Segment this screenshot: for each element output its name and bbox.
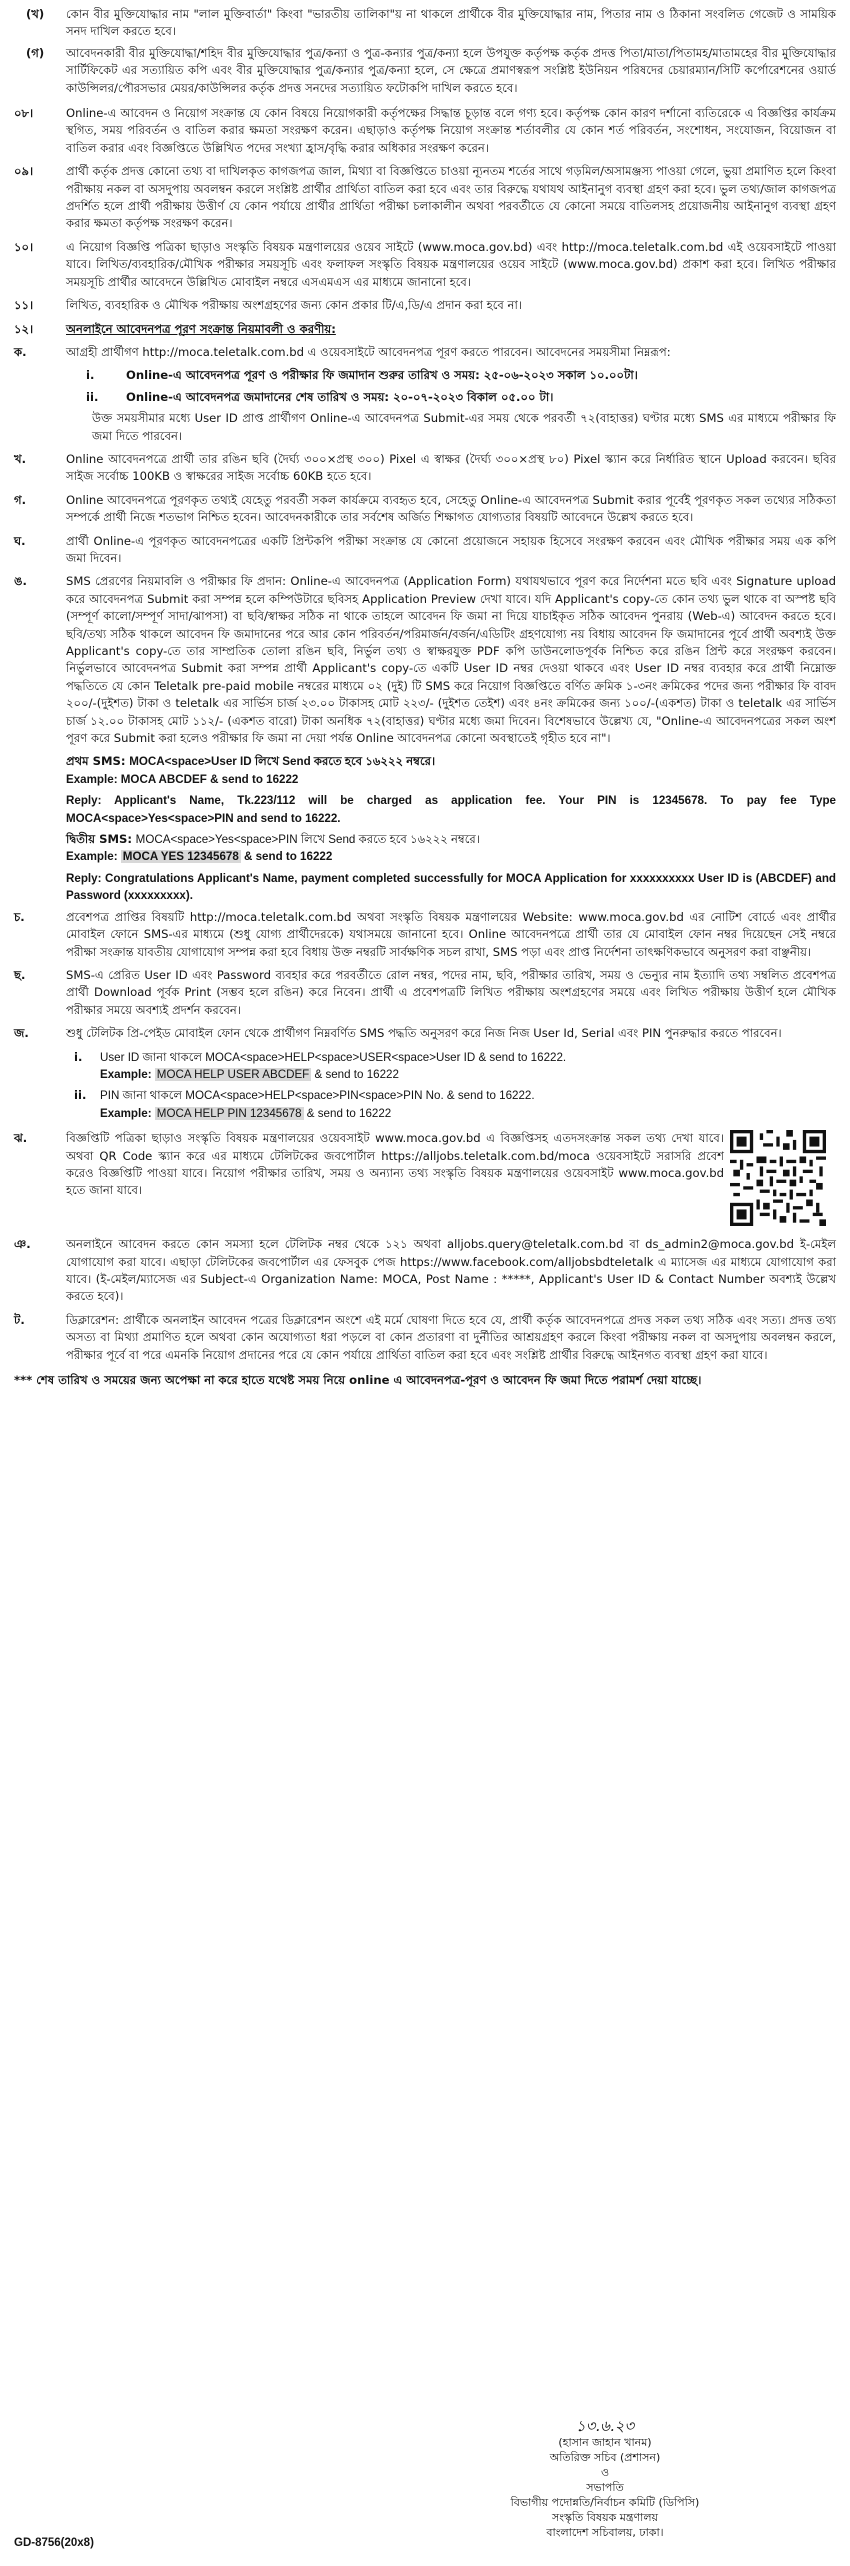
clause-label: খ. [14, 451, 27, 466]
clause-label: ১০। [14, 239, 34, 254]
first-sms-title: প্রথম SMS: [66, 754, 126, 769]
clause-10 [14, 239, 836, 291]
clause-label: ঞ. [14, 1237, 31, 1252]
signature-block [0, 2418, 850, 2540]
clause-text: অনলাইনে আবেদন করতে কোন সমস্যা হলে টেলিটক নম্বর থেকে ১২১ অথবা alljobs.query@teletalk.com.bd বা ds_admin2@moca.gov.bd ই-মেইল যোগাযোগ করা যাবে। এছাড়া টেলিটকের জবপোর্টাল এর ফেসবুক পেজ https://www.facebook.com/alljobsbdteletalk এ ম্যাসেজ এর মাধ্যমে যোগাযোগ করা যাবে। (ই-মেইল/ম্যাসেজ এর Subject-এ Organization Name: MOCA, Post Name : *****, Applicant's User ID & Contact Number অবশ্যই উল্লেখ করতে হবে)। [66, 1237, 836, 1304]
clause-kha-top [14, 6, 836, 41]
example-prefix: Example: [66, 850, 121, 864]
clause-gha [14, 533, 836, 568]
clause-text: SMS-এ প্রেরিত User ID এবং Password ব্যবহার করে পরবর্তীতে রোল নম্বর, পদের নাম, ছবি, পরীক্ষার তারিখ, সময় ও ভেন্যুর নাম ইত্যাদি তথ্য সম্বলিত প্রবেশপত্র প্রার্থী Download পূর্বক Print (সম্ভব হলে রঙিন) করে নিবেন। প্রার্থী এ প্রবেশপত্রটি লিখিত পরীক্ষায় অংশগ্রহণের সময়ে এবং লিখিত পরীক্ষায় উত্তীর্ণ হলে মৌখিক পরীক্ষার সময়ে অবশ্যই প্রদর্শন করবেন। [66, 967, 836, 1017]
clause-umo [14, 573, 836, 747]
first-sms-line: MOCA<space>User ID লিখে Send করতে হবে ১৬২২২ নম্বরে। [129, 755, 436, 769]
clause-text: শুধু টেলিটক প্রি-পেইড মোবাইল ফোন থেকে প্রার্থীগণ নিম্নবর্ণিত SMS পদ্ধতি অনুসরণ করে নিজ নিজ User Id, Serial এবং PIN পুনরুদ্ধার করতে পারবেন। [66, 1026, 782, 1041]
clause-nya [14, 1236, 836, 1306]
clause-label: ii. [74, 1088, 87, 1103]
example-code: MOCA HELP USER ABCDEF [156, 1067, 310, 1081]
example-code: MOCA YES 12345678 [122, 850, 239, 864]
clause-ga-top [14, 45, 836, 97]
clause-label: i. [74, 1049, 83, 1064]
second-sms-title: দ্বিতীয় SMS: [66, 832, 132, 847]
clause-text: বিজ্ঞপ্তিটি পত্রিকা ছাড়াও সংস্কৃতি বিষয়ক মন্ত্রণালয়ের ওয়েবসাইট www.moca.gov.bd এ বিজ্ঞপ্তিসহ এতদসংক্রান্ত সকল তথ্য দেখা যাবে। অথবা QR Code স্ক্যান করে এর মাধ্যমে টেলিটকের জবপোর্টাল https://alljobs.teletalk.com.bd/moca ওয়েবসাইটে সরাসরি প্রবেশ করেও বিজ্ঞপ্তিটি পাওয়া যাবে। নিয়োগ পরীক্ষার তারিখ, সময় ও অন্যান্য তথ্য সংস্কৃতি বিষয়ক মন্ত্রণালয়ের ওয়েবসাইট www.moca.gov.bd হতে জানা যাবে। [66, 1131, 724, 1198]
clause-08 [14, 105, 836, 157]
clause-label: গ. [14, 492, 27, 507]
clause-label: i. [86, 368, 95, 383]
clause-jha [14, 1130, 836, 1230]
clause-label: (খ) [26, 7, 45, 21]
signatory-place: বাংলাদেশ সচিবালয়, ঢাকা। [546, 2526, 664, 2540]
clause-ja-ii [14, 1087, 836, 1122]
second-sms-reply: Reply: Congratulations Applicant's Name, payment completed successfully for MOCA Application for xxxxxxxxxx User ID is (ABCDEF) and Password (xxxxxxxxx). [66, 871, 836, 903]
clause-label: ১১। [14, 298, 34, 313]
example-prefix: Example: [100, 1106, 155, 1120]
clause-label: ii. [86, 389, 99, 404]
second-sms-example [66, 848, 836, 865]
clause-cha [14, 909, 836, 961]
clause-label: ক. [14, 344, 27, 359]
clause-text: আবেদনকারী বীর মুক্তিযোদ্ধা/শহিদ বীর মুক্তিযোদ্ধার পুত্র/কন্যা ও পুত্র-কন্যার পুত্র/কন্যা হলে উপযুক্ত কর্তৃপক্ষ কর্তৃক প্রদত্ত পিতা/মাতা/পিতামহ/মাতামহের বীর মুক্তিযোদ্ধার সার্টিফিকেট এর সত্যায়িত কপি এবং বীর মুক্তিযোদ্ধার পুত্র/কন্যার পুত্র/কন্যা হলে, সে ক্ষেত্রে প্রমাণস্বরূপ সংশ্লিষ্ট ইউনিয়ন পরিষদের চেয়ারম্যান/সিটি কর্পোরেশনের ওয়ার্ড কাউন্সিলর/পৌরসভার মেয়র/কাউন্সিলর কর্তৃক প্রদত্ত সনদের সত্যায়িত ফটোকপি দাখিল করতে হবে। [66, 45, 836, 95]
clause-text: প্রার্থী Online-এ পূরণকৃত আবেদনপত্রের একটি প্রিন্টকপি পরীক্ষা সংক্রান্ত যে কোনো প্রয়োজনে সহায়ক হিসেবে সংরক্ষণ করবেন এবং মৌখিক পরীক্ষার সময় এক কপি জমা দিবেন। [66, 533, 836, 565]
clause-text: এ নিয়োগ বিজ্ঞপ্তি পত্রিকা ছাড়াও সংস্কৃতি বিষয়ক মন্ত্রণালয়ের ওয়েব সাইটে (www.moca.gov.bd) এবং http://moca.teletalk.com.bd এই ওয়েবসাইটে পাওয়া যাবে। লিখিত/ব্যবহারিক/মৌখিক পরীক্ষার সময়সূচি এবং ফলাফল সংস্কৃতি বিষয়ক মন্ত্রণালয়ের ওয়েব সাইটে (www.moca.gov.bd) প্রকাশ করা হবে। লিখিত পরীক্ষার সময়সূচি প্রার্থীর আবেদনে উল্লিখিত মোবাইল নম্বরে এসএমএস এর মাধ্যমে জানানো হবে। [66, 239, 836, 289]
clause-ka-ii [14, 389, 836, 406]
clause-12 [14, 321, 836, 338]
example-suffix: & send to 16222 [240, 850, 333, 864]
clause-text: Online আবেদনপত্রে পূরণকৃত তথ্যই যেহেতু পরবর্তী সকল কার্যক্রমে ব্যবহৃত হবে, সেহেতু Online-এ আবেদনপত্র Submit করার পূর্বেই পূরণকৃত সকল তথ্যের সঠিকতা সম্পর্কে প্রার্থী নিজে শতভাগ নিশ্চিত হবেন। আবেদনকারীকে তার সর্বশেষ অর্জিত শিক্ষাগত যোগ্যতার বিষয়টি আবেদনে উল্লেখ করতে হবে। [66, 492, 836, 525]
signatory-ministry: সংস্কৃতি বিষয়ক মন্ত্রণালয় [551, 2511, 659, 2525]
clause-ja [14, 1025, 836, 1042]
end-date-text: Online-এ আবেদনপত্র জমাদানের শেষ তারিখ ও সময়: ২০-০৭-২০২৩ বিকাল ০৫.০০ টা। [126, 389, 554, 404]
clause-09 [14, 163, 836, 233]
recover-userid-text: User ID জানা থাকলে MOCA<space>HELP<space>USER<space>User ID & send to 16222. [100, 1050, 567, 1064]
final-advice [14, 1372, 836, 1389]
clause-ka [14, 344, 836, 361]
signatory-and: ও [600, 2466, 610, 2480]
clause-text: Online আবেদনপত্রে প্রার্থী তার রঙিন ছবি (দৈর্ঘ্য ৩০০×প্রস্থ ৩০০) Pixel এ স্বাক্ষর (দৈর্ঘ্য ৩০০×প্রস্থ ৮০) Pixel স্ক্যান করে নির্ধারিত স্থানে Upload করবেন। ছবির সাইজ সর্বোচ্চ 100KB ও স্বাক্ষরের সাইজ সর্বোচ্চ 60KB হতে হবে। [66, 451, 836, 484]
clause-ga [14, 492, 836, 527]
clause-chha [14, 967, 836, 1019]
recover-pin-example [100, 1105, 836, 1122]
example-suffix: & send to 16222 [311, 1067, 399, 1081]
clause-ka-note [14, 410, 836, 445]
clause-label: জ. [14, 1026, 29, 1041]
clause-label: (গ) [26, 45, 45, 60]
recover-pin-text: PIN জানা থাকলে MOCA<space>HELP<space>PIN<space>PIN No. & send to 16222. [100, 1089, 535, 1103]
example-prefix: Example: [100, 1067, 155, 1081]
clause-text: প্রার্থী কর্তৃক প্রদত্ত কোনো তথ্য বা দাখিলকৃত কাগজপত্র জাল, মিথ্যা বা বিজ্ঞপ্তিতে চাওয়া ন্যূনতম শর্তের সাথে গড়মিল/অসামঞ্জস্য পাওয়া গেলে, ভুয়া প্রমাণিত হলে কিংবা পরীক্ষায় নকল বা অসদুপায় অবলম্বন করলে সংশ্লিষ্ট প্রার্থীর প্রার্থিতা বাতিল করা হবে এবং তার বিরুদ্ধে যথাযথ আইনানুগ ব্যবস্থা গ্রহণ করা হবে। ভুল তথ্য/জাল কাগজপত্র প্রদর্শিত হলে প্রার্থী পরীক্ষায় উত্তীর্ণ যে কোন পর্যায়ে প্রার্থীর প্রার্থিতা পরীক্ষা চলাকালীন অথবা পরবর্তীতে যে কোনো সময়ে বাতিলসহ প্রয়োজনীয় আইনানুগ ব্যবস্থা গ্রহণ করার ক্ষমতা কর্তৃপক্ষ সংরক্ষণ করেন। [66, 164, 836, 231]
clause-label: ঙ. [14, 574, 27, 589]
signature-scribble: ১৩.৬.২৩ [575, 2417, 635, 2435]
clause-text: কোন বীর মুক্তিযোদ্ধার নাম "লাল মুক্তিবার্তা" কিংবা "ভারতীয় তালিকা"য় না থাকলে প্রার্থীকে বীর মুক্তিযোদ্ধার নাম, পিতার নাম ও ঠিকানা সংবলিত গেজেট ও সাময়িক সনদ দাখিল করতে হবে। [66, 7, 836, 39]
signatory-name: (হাসান জাহান খানম) [558, 2436, 652, 2450]
clause-text: প্রবেশপত্র প্রাপ্তির বিষয়টি http://moca.teletalk.com.bd অথবা সংস্কৃতি বিষয়ক মন্ত্রণালয়ের Website: www.moca.gov.bd এর নোটিশ বোর্ডে এবং প্রার্থীর মোবাইল ফোনে SMS-এর মাধ্যমে (শুধু যোগ্য প্রার্থীদেরকে) যথাসময়ে জানানো হবে। Online আবেদনপত্রে প্রার্থী তার যে মোবাইল ফোন নম্বর দিয়েছেন সেই নম্বরে পরীক্ষা সংক্রান্ত যাবতীয় যোগাযোগ সম্পন্ন করা হবে বিধায় উক্ত নম্বরটি সার্বক্ষণিক সচল রাখা, SMS পড়া এবং প্রাপ্ত নির্দেশনা তাৎক্ষণিকভাবে অনুসরণ করা বাঞ্ছনীয়। [66, 909, 836, 959]
second-sms-line: MOCA<space>Yes<space>PIN লিখে Send করতে হবে ১৬২২২ নম্বরে। [135, 833, 480, 847]
clause-text: Online-এ আবেদন ও নিয়োগ সংক্রান্ত যে কোন বিষয়ে নিয়োগকারী কর্তৃপক্ষের সিদ্ধান্ত চূড়ান্ত বলে গণ্য হবে। কর্তৃপক্ষ কোন কারণ দর্শানো ব্যতিরেকে এ বিজ্ঞপ্তির কার্যক্রম স্থগিত, সময় পরিবর্তন ও বাতিল করার ক্ষমতা সংরক্ষণ করেন। এছাড়াও কর্তৃপক্ষ নিয়োগ সংক্রান্ত শর্তাবলীর যে কোন শর্ত পরিবর্তন, সংশোধন, সংযোজন, বিয়োজন বা বাতিল করার এবং বিজ্ঞপ্তিতে উল্লিখিত পদের সংখ্যা হ্রাস/বৃদ্ধি করার অধিকার সংরক্ষণ করেন। [66, 106, 836, 155]
section-heading: অনলাইনে আবেদনপত্র পূরণ সংক্রান্ত নিয়মাবলী ও করণীয়: [66, 321, 336, 336]
signatory-committee: বিভাগীয় পদোন্নতি/নির্বাচন কমিটি (ডিপিসি) [510, 2496, 700, 2510]
clause-ka-i [14, 367, 836, 384]
clause-text: SMS প্রেরণের নিয়মাবলি ও পরীক্ষার ফি প্রদান: Online-এ আবেদনপত্র (Application Form) যথাযথভাবে পূরণ করে নির্দেশনা মতে ছবি এবং Signature upload করে আবেদনপত্র Submit করা সম্পন্ন হলে কম্পিউটারে ছবিসহ Application Preview দেখা যাবে। যদি Applicant's copy-তে কোন তথ্য ভুল থাকে বা অস্পষ্ট ছবি (সম্পূর্ণ কালো/সম্পূর্ণ সাদা/ঝাপসা) বা ছবি/স্বাক্ষর সঠিক না থাকে তাহলে আবেদন ফি জমা না দিয়ে যাচাইকৃত সঠিক আবেদন পুনরায় (Web-এ) আবেদন করতে হবে। ছবি/তথ্য সঠিক থাকলে আবেদন ফি জমাদানের পরে আর কোন পরিবর্তন/পরিমার্জন/বর্জন/এডিটিং গ্রহণযোগ্য নয় বিধায় আবেদন ফি জমাদানের পূর্বে প্রার্থী অবশ্যই উক্ত Applicant's copy-তে তার সাম্প্রতিক তোলা রঙিন ছবি, নির্ভুল তথ্য ও স্বাক্ষরযুক্ত PDF কপি ডাউনলোডপূর্বক নিশ্চিত করে রঙিন প্রিন্ট করে সংরক্ষণ করবেন। নির্ভুলভাবে আবেদনপত্র Submit করা সম্পন্ন প্রার্থী Applicant's copy-তে একটি User ID নম্বর দেওয়া থাকবে এবং User ID নম্বর ব্যবহার করে প্রার্থী নিম্নোক্ত পদ্ধতিতে যে কোন Teletalk pre-paid mobile নম্বরের মাধ্যমে ০২ (দুই) টি SMS করে নিয়োগ বিজ্ঞপ্তিতে বর্ণিত ক্রমিক ১-৩নং ক্রমিকের পদের জন্য পরীক্ষার ফি বাবদ ২০০/-(দুইশত) টাকা ও teletalk এর সার্ভিস চার্জ ২৩.০০ টাকাসহ মোট ২২৩/- (দুইশত তেইশ) এবং ৪নং ক্রমিকের জন্য ১০০/-(একশত) টাকা ও teletalk এর সার্ভিস চার্জ ১২.০০ টাকাসহ মোট ১১২/- (একশত বারো) টাকা অনধিক ৭২(বাহাত্তর) ঘণ্টার মধ্যে জমা দিবেন। বিশেষভাবে উল্লেখ্য যে, "Online-এ আবেদনপত্রের সকল অংশ পূরণ করে Submit করা হলেও পরীক্ষার ফি জমা না দেয়া পর্যন্ত Online আবেদনপত্র কোনো অবস্থাতেই গৃহীত হবে না"। [66, 574, 837, 746]
clause-label: ১২। [14, 321, 34, 336]
example-code: MOCA HELP PIN 12345678 [156, 1106, 302, 1120]
clause-text: উক্ত সময়সীমার মধ্যে User ID প্রাপ্ত প্রার্থীগণ Online-এ আবেদনপত্র Submit-এর সময় থেকে পরবর্তী ৭২(বাহাত্তর) ঘণ্টার মধ্যে SMS এর মাধ্যমে পরীক্ষার ফি জমা দিতে পারবেন। [92, 411, 836, 443]
clause-11 [14, 297, 836, 314]
first-sms-reply: Reply: Applicant's Name, Tk.223/112 will be charged as application fee. Your PIN is 12345678. To pay fee Type MOCA<space>Yes<space>PIN and send to 16222. [66, 794, 836, 825]
start-date-text: Online-এ আবেদনপত্র পূরণ ও পরীক্ষার ফি জমাদান শুরুর তারিখ ও সময়: ২৫-০৬-২০২৩ সকাল ১০.০০টা। [126, 368, 638, 383]
second-sms-block [66, 831, 836, 905]
clause-label: ট. [14, 1312, 25, 1327]
gd-code: GD-8756(20x8) [14, 2536, 94, 2549]
example-suffix: & send to 16222 [303, 1106, 392, 1120]
clause-ta [14, 1312, 836, 1364]
recover-userid-example [100, 1066, 836, 1083]
final-advice-text: *** শেষ তারিখ ও সময়ের জন্য অপেক্ষা না করে হাতে যথেষ্ট সময় নিয়ে online এ আবেদনপত্র-পূরণ ও আবেদন ফি জমা দিতে পরামর্শ দেয়া যাচ্ছে। [14, 1373, 702, 1387]
clause-text: ডিক্লারেশন: প্রার্থীকে অনলাইন আবেদন পত্রের ডিক্লারেশন অংশে এই মর্মে ঘোষণা দিতে হবে যে, প্রার্থী কর্তৃক আবেদনপত্রে প্রদত্ত সকল তথ্য সঠিক এবং সত্য। প্রদত্ত তথ্য অসত্য বা মিথ্যা প্রমাণিত হলে অথবা কোন অযোগ্যতা ধরা পড়লে বা কোন প্রতারণা বা দুর্নীতির আশ্রয়গ্রহণ করলে কিংবা পরীক্ষায় নকল বা অসদুপায় অবলম্বন করলে, পরীক্ষার পূর্বে বা পরে এমনকি নিয়োগ প্রদানের পরে যে কোন পর্যায়ে প্রার্থিতা বাতিল করা হবে এবং সংশ্লিষ্ট প্রার্থীর বিরুদ্ধে আইনগত ব্যবস্থা গ্রহণ করা যাবে। [66, 1312, 836, 1362]
clause-label: ঘ. [14, 533, 26, 548]
clause-label: ০৯। [14, 164, 34, 179]
clause-text: লিখিত, ব্যবহারিক ও মৌখিক পরীক্ষায় অংশগ্রহণের জন্য কোন প্রকার টি/এ,ডি/এ প্রদান করা হবে না। [66, 298, 522, 313]
qr-code-icon[interactable] [730, 1130, 826, 1226]
clause-text: আগ্রহী প্রার্থীগণ http://moca.teletalk.com.bd এ ওয়েবসাইটে আবেদনপত্র পূরণ করতে পারবেন। আবেদনের সময়সীমা নিম্নরূপ: [66, 344, 671, 359]
clause-label: ০৮। [14, 106, 34, 121]
clause-label: ছ. [14, 967, 26, 982]
clause-kha [14, 451, 836, 486]
clause-label: ঝ. [14, 1131, 28, 1146]
signatory-role: সভাপতি [586, 2481, 624, 2495]
first-sms-example: Example: MOCA ABCDEF & send to 16222 [66, 772, 299, 786]
clause-ja-i [14, 1049, 836, 1084]
signatory-designation: অতিরিক্ত সচিব (প্রশাসন) [549, 2451, 661, 2465]
first-sms-block [66, 753, 836, 827]
clause-label: চ. [14, 909, 25, 924]
